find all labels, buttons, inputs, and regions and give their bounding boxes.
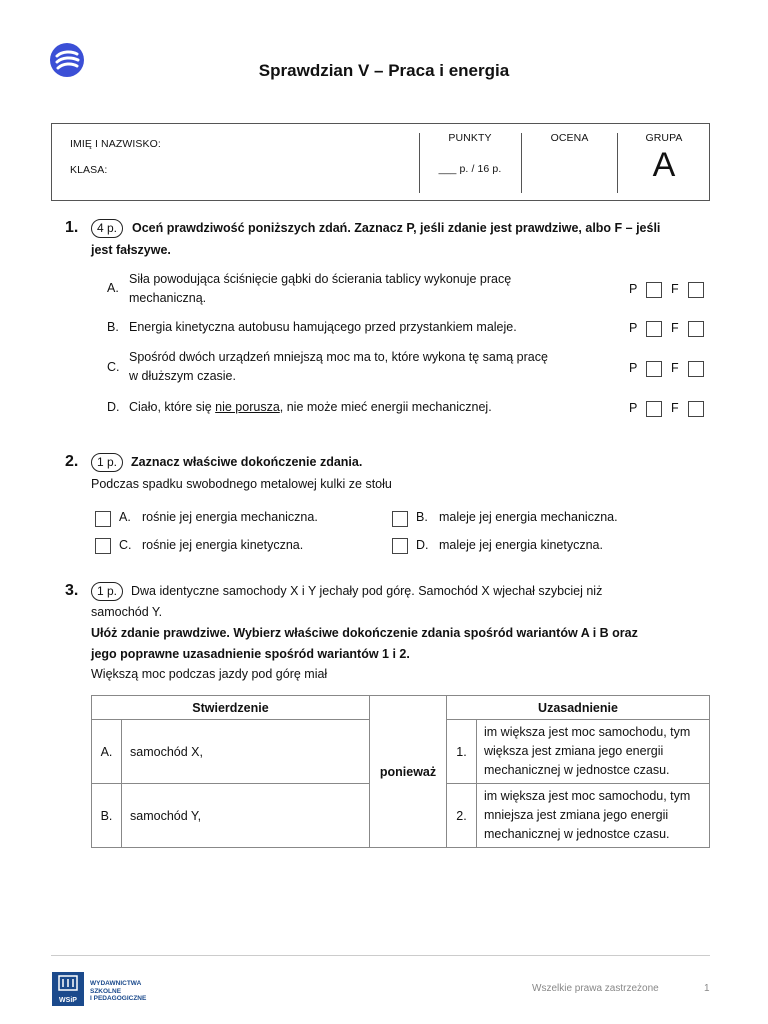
q1-instruction-cont: jest fałszywe. bbox=[91, 243, 171, 257]
q3-stem: Większą moc podczas jazdy pod górę miał bbox=[91, 667, 328, 681]
statement-text[interactable]: samochód X, bbox=[122, 720, 370, 784]
item-text: Spośród dwóch urządzeń mniejszą moc ma to, które wykona tę samą pracę bbox=[129, 350, 548, 364]
group-value: A bbox=[652, 146, 676, 184]
page-number: 1 bbox=[704, 983, 710, 994]
points-badge: 4 p. bbox=[91, 219, 123, 238]
option-checkbox-d[interactable] bbox=[392, 538, 408, 554]
points-badge: 1 p. bbox=[91, 453, 123, 472]
rights-text: Wszelkie prawa zastrzeżone bbox=[532, 983, 659, 994]
underlined-phrase: nie porusza bbox=[215, 400, 280, 414]
option-checkbox-c[interactable] bbox=[95, 538, 111, 554]
q2-instruction: Zaznacz właściwe dokończenie zdania. bbox=[131, 455, 363, 469]
item-text: Ciało, które się nie porusza, nie może mieć energii mechanicznej. bbox=[129, 400, 492, 414]
false-checkbox[interactable] bbox=[688, 401, 704, 417]
statement-letter[interactable]: B. bbox=[92, 784, 122, 848]
statement-text[interactable]: samochód Y, bbox=[122, 784, 370, 848]
false-label: F bbox=[671, 401, 679, 415]
q3-intro-cont: samochód Y. bbox=[91, 605, 163, 619]
false-checkbox[interactable] bbox=[688, 282, 704, 298]
name-label: IMIĘ I NAZWISKO: bbox=[70, 138, 161, 150]
option-letter: D. bbox=[416, 538, 429, 552]
q3-instruction: Ułóż zdanie prawdziwe. Wybierz właściwe dokończenie zdania spośród wariantów A i B oraz bbox=[91, 626, 638, 640]
item-text: Energia kinetyczna autobusu hamującego przed przystankiem maleje. bbox=[129, 320, 517, 334]
justification-header: Uzasadnienie bbox=[447, 696, 710, 720]
justification-number[interactable]: 2. bbox=[447, 784, 477, 848]
item-text: w dłuższym czasie. bbox=[129, 369, 236, 383]
statement-letter[interactable]: A. bbox=[92, 720, 122, 784]
false-label: F bbox=[671, 282, 679, 296]
question-number: 3. bbox=[65, 582, 79, 599]
option-checkbox-a[interactable] bbox=[95, 511, 111, 527]
true-label: P bbox=[629, 401, 638, 415]
option-letter: A. bbox=[119, 510, 131, 524]
true-checkbox[interactable] bbox=[646, 282, 662, 298]
item-text: mechaniczną. bbox=[129, 291, 207, 305]
true-checkbox[interactable] bbox=[646, 401, 662, 417]
false-label: F bbox=[671, 321, 679, 335]
wsip-logo bbox=[52, 972, 84, 1006]
item-letter: B. bbox=[107, 320, 119, 334]
group-label: GRUPA bbox=[645, 132, 683, 144]
wsip-logo-text: WSiP bbox=[59, 997, 77, 1004]
publisher-name: WYDAWNICTWA SZKOLNE I PEDAGOGICZNE bbox=[90, 980, 147, 1002]
false-label: F bbox=[671, 361, 679, 375]
option-letter: B. bbox=[416, 510, 428, 524]
option-text: rośnie jej energia kinetyczna. bbox=[142, 538, 304, 552]
question-number: 1. bbox=[65, 219, 79, 236]
option-text: maleje jej energia kinetyczna. bbox=[439, 538, 603, 552]
q3-instruction-cont: jego poprawne uzasadnienie spośród wariantów 1 i 2. bbox=[91, 647, 410, 661]
points-badge: 1 p. bbox=[91, 582, 123, 601]
connector-cell: ponieważ bbox=[370, 696, 447, 848]
class-label: KLASA: bbox=[70, 164, 108, 176]
page-title: Sprawdzian V – Praca i energia bbox=[258, 61, 510, 80]
justification-text[interactable]: im większa jest moc samochodu, tym mniejsza jest zmiana jego energii mechanicznej w jednostce czasu. bbox=[477, 784, 710, 848]
q2-stem: Podczas spadku swobodnego metalowej kulki ze stołu bbox=[91, 477, 392, 491]
points-label: PUNKTY bbox=[448, 132, 492, 144]
false-checkbox[interactable] bbox=[688, 361, 704, 377]
item-letter: C. bbox=[107, 360, 120, 374]
answer-table bbox=[91, 695, 710, 848]
justification-number[interactable]: 1. bbox=[447, 720, 477, 784]
item-text: Siła powodująca ściśnięcie gąbki do ścierania tablicy wykonuje pracę bbox=[129, 272, 512, 286]
grade-label: OCENA bbox=[550, 132, 589, 144]
item-letter: A. bbox=[107, 281, 119, 295]
option-text: maleje jej energia mechaniczna. bbox=[439, 510, 618, 524]
footer-divider bbox=[51, 955, 710, 956]
points-value: ___ p. / 16 p. bbox=[438, 163, 502, 175]
wsip-emblem-icon bbox=[52, 972, 84, 994]
q3-intro: Dwa identyczne samochody X i Y jechały pod górę. Samochód X wjechał szybciej niż bbox=[131, 584, 603, 598]
option-letter: C. bbox=[119, 538, 132, 552]
true-checkbox[interactable] bbox=[646, 361, 662, 377]
true-label: P bbox=[629, 321, 638, 335]
option-checkbox-b[interactable] bbox=[392, 511, 408, 527]
true-checkbox[interactable] bbox=[646, 321, 662, 337]
justification-text[interactable]: im większa jest moc samochodu, tym większa jest zmiana jego energii mechanicznej w jednostce czasu. bbox=[477, 720, 710, 784]
q1-instruction: Oceń prawdziwość poniższych zdań. Zaznacz P, jeśli zdanie jest prawdziwe, albo F – jeśli bbox=[132, 221, 661, 235]
question-number: 2. bbox=[65, 453, 79, 470]
true-label: P bbox=[629, 361, 638, 375]
statement-header: Stwierdzenie bbox=[92, 696, 370, 720]
true-label: P bbox=[629, 282, 638, 296]
option-text: rośnie jej energia mechaniczna. bbox=[142, 510, 318, 524]
item-letter: D. bbox=[107, 400, 120, 414]
false-checkbox[interactable] bbox=[688, 321, 704, 337]
